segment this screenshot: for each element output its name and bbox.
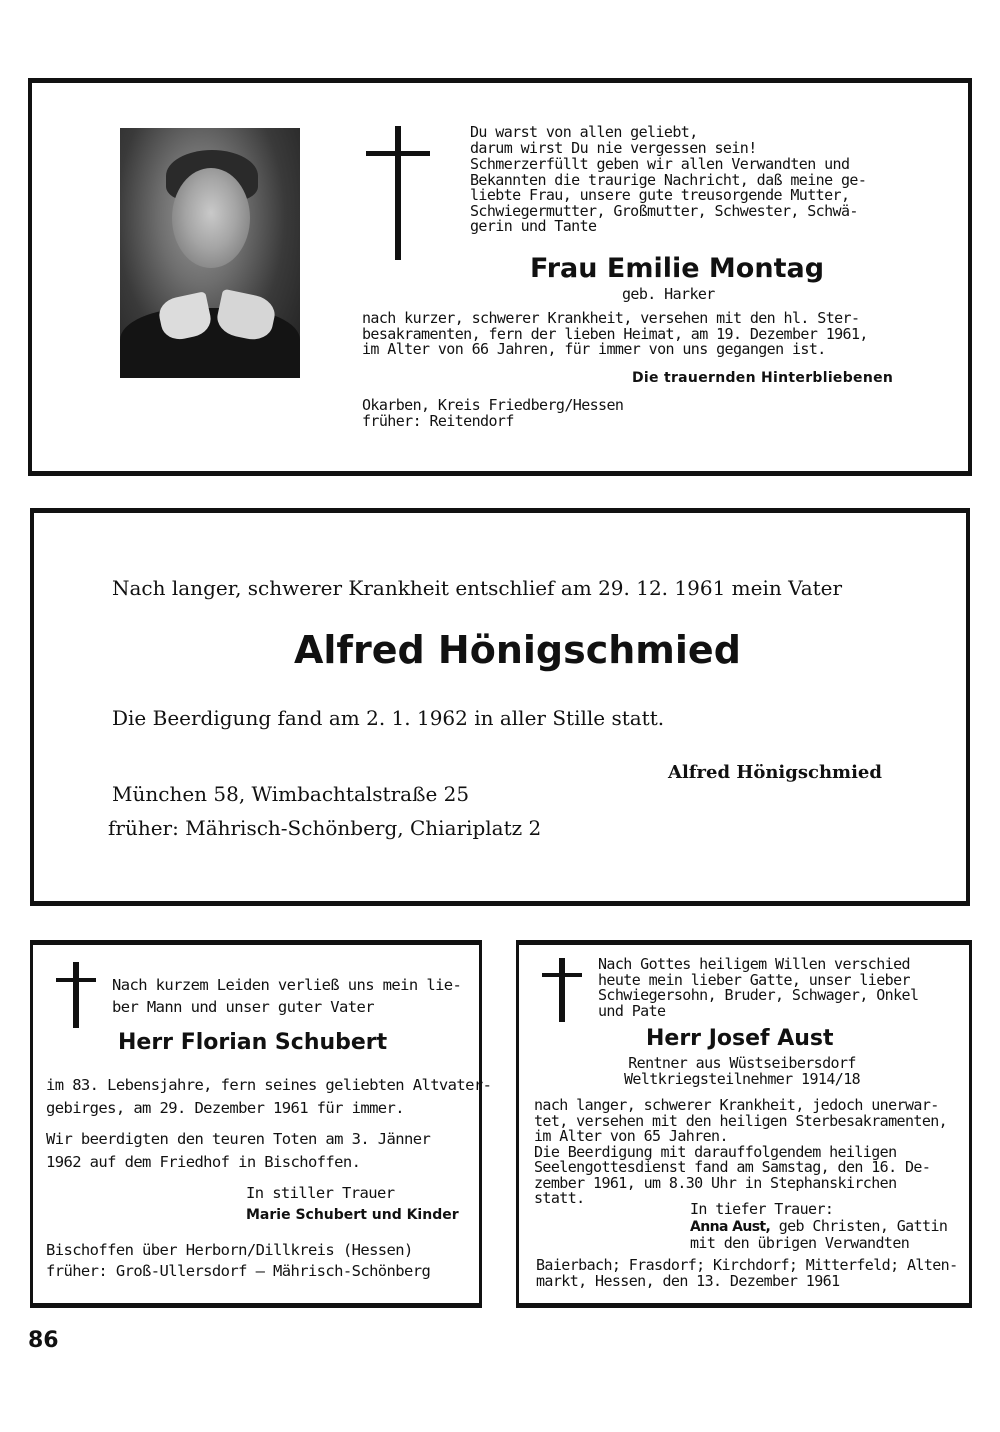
intro-text: Nach langer, schwerer Krankheit entschlief am 29. 12. 1961 mein Vater: [112, 576, 843, 600]
burial-text: Wir beerdigten den teuren Toten am 3. Jänner 1962 auf dem Friedhof in Bischoffen.: [46, 1130, 431, 1171]
deceased-name: Herr Florian Schubert: [118, 1030, 388, 1055]
signature-line2: mit den übrigen Verwandten: [690, 1234, 910, 1252]
deceased-name: Herr Josef Aust: [646, 1026, 834, 1051]
deceased-name: Alfred Hönigschmied: [294, 628, 741, 672]
portrait-photo: [120, 128, 300, 378]
signature: Die trauernden Hinterbliebenen: [632, 370, 894, 386]
death-details: nach kurzer, schwerer Krankheit, versehen mit den hl. Ster- besakramenten, fern der lieben Heimat, am 19. Dezember 1961, im Alter von 66 Jahren, für immer von uns gegangen ist.: [362, 309, 868, 358]
signature-rest: geb Christen, Gattin: [778, 1217, 948, 1235]
maiden-name: geb. Harker: [622, 285, 715, 303]
cross-icon: [366, 126, 430, 260]
former-address: früher: Mährisch-Schönberg, Chiariplatz 2: [108, 816, 542, 840]
cross-icon: [542, 958, 582, 1022]
mourning-text: In tiefer Trauer:: [690, 1200, 834, 1218]
deceased-name: Frau Emilie Montag: [530, 253, 825, 284]
signature: Marie Schubert und Kinder: [246, 1207, 459, 1223]
page-number: 86: [28, 1328, 59, 1353]
death-details: im 83. Lebensjahre, fern seines geliebten Altvater- gebirges, am 29. Dezember 1961 für immer.: [46, 1076, 492, 1117]
place: Bischoffen über Herborn/Dillkreis (Hessen) früher: Groß-Ullersdorf — Mährisch-Schönberg: [46, 1241, 431, 1280]
signature: Alfred Hönigschmied: [668, 762, 882, 783]
motto: Du warst von allen geliebt, darum wirst Du nie vergessen sein!: [470, 123, 757, 157]
address: München 58, Wimbachtalstraße 25: [112, 782, 470, 806]
subtitle: Rentner aus Wüstseibersdorf Weltkriegsteilnehmer 1914/18: [624, 1054, 861, 1088]
intro-text: Nach kurzem Leiden verließ uns mein lie- ber Mann und unser guter Vater: [112, 976, 462, 1016]
death-details: nach langer, schwerer Krankheit, jedoch unerwar- tet, versehen mit den heiligen Sterbesakramenten, im Alter von 65 Jahren. Die Beerdigung mit darauffolgendem heiligen Seelengottesdienst fand am Samstag, den 16. De- zember 1961, um 8.30 Uhr in Stephanskirchen statt.: [534, 1096, 948, 1207]
cross-icon: [56, 962, 96, 1028]
mourning-text: In stiller Trauer: [246, 1184, 395, 1202]
announcement-text: Schmerzerfüllt geben wir allen Verwandten und Bekannten die traurige Nachricht, daß meine ge- liebte Frau, unsere gute treusorgende Mutter, Schwiegermutter, Großmutter, Schwester, Schwä- gerin und Tante: [470, 155, 867, 235]
burial-text: Die Beerdigung fand am 2. 1. 1962 in aller Stille statt.: [112, 706, 665, 730]
signature: [690, 1217, 947, 1235]
place: Baierbach; Frasdorf; Kirchdorf; Mitterfeld; Alten- markt, Hessen, den 13. Dezember 1961: [536, 1256, 958, 1290]
intro-text: Nach Gottes heiligem Willen verschied heute mein lieber Gatte, unser lieber Schwiegersohn, Bruder, Schwager, Onkel und Pate: [598, 955, 919, 1020]
signature-name: Anna Aust,: [690, 1219, 771, 1235]
place: Okarben, Kreis Friedberg/Hessen früher: Reitendorf: [362, 396, 624, 430]
